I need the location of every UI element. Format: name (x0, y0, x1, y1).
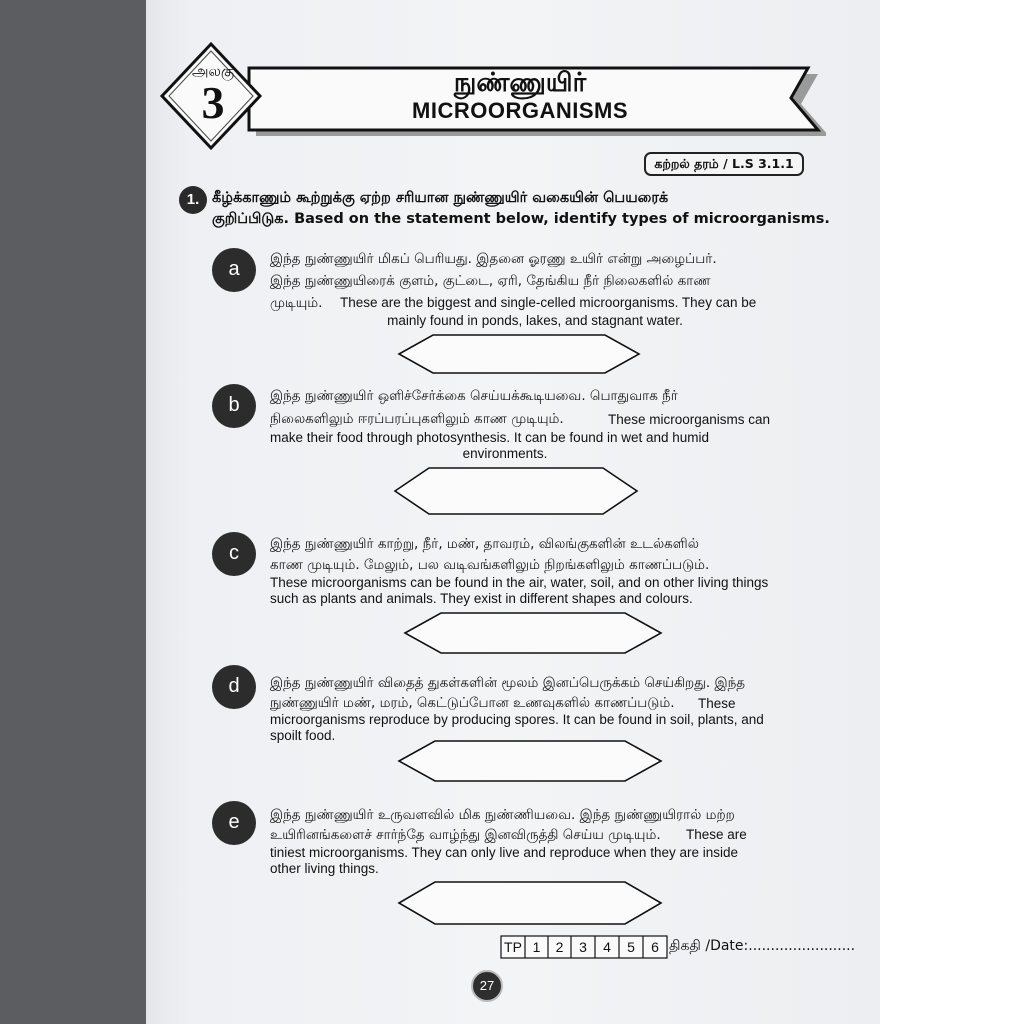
question-line-2: குறிப்பிடுக. Based on the statement below, identify types of microorganisms. (212, 211, 830, 227)
tp-level-4[interactable]: 4 (603, 939, 611, 955)
item-e-english-line-2: tiniest microorganisms. They can only live and reproduce when they are inside (270, 845, 738, 860)
item-b-tamil-line-2: நிலைகளிலும் ஈரப்பரப்புகளிலும் காண முடியும். (270, 411, 564, 427)
date-field[interactable]: திகதி /Date:........................ (669, 938, 856, 954)
item-letter-c: c (212, 532, 256, 576)
item-c-english-line-2: such as plants and animals. They exist in different shapes and colours. (270, 591, 693, 606)
item-b-english-line-1: These microorganisms can (608, 412, 771, 427)
item-letter-e: e (212, 801, 256, 845)
item-d-english-line-1: These (698, 696, 736, 711)
item-a-tamil-line-1: இந்த நுண்ணுயிர் மிகப் பெரியது. இதனை ஓரணு உயிர் என்று அழைப்பர். (270, 251, 717, 267)
tp-level-5[interactable]: 5 (627, 939, 635, 955)
item-a-tamil-line-2: இந்த நுண்ணுயிரைக் குளம், குட்டை, ஏரி, தேங்கிய நீர் நிலைகளில் காண (270, 273, 711, 289)
tp-level-6[interactable]: 6 (651, 939, 659, 955)
item-e-english-line-1: These are (686, 827, 747, 842)
question-number: 1. (179, 186, 207, 214)
item-c-english-line-1: These microorganisms can be found in the air, water, soil, and on other living things (270, 575, 769, 590)
tp-level-2[interactable]: 2 (555, 939, 564, 955)
item-letter-b: b (212, 384, 256, 428)
item-a-english-line-2: mainly found in ponds, lakes, and stagnant water. (387, 313, 683, 328)
tp-level-3[interactable]: 3 (579, 939, 587, 955)
item-a-english-line-1: These are the biggest and single-celled microorganisms. They can be (340, 295, 757, 310)
question-line-1: கீழ்க்காணும் கூற்றுக்கு ஏற்ற சரியான நுண்ணுயிர் வகையின் பெயரைக் (212, 190, 669, 206)
item-d-tamil-line-2: நுண்ணுயிர் மண், மரம், கெட்டுப்போன உணவுகளில் காணப்படும். (270, 695, 675, 711)
item-letter-a: a (212, 248, 256, 292)
item-e-tamil-line-1: இந்த நுண்ணுயிர் உருவளவில் மிக நுண்ணியவை. இந்த நுண்ணுயிரால் மற்ற (270, 807, 735, 823)
unit-label: அலகு (191, 62, 235, 80)
title-english: MICROORGANISMS (412, 98, 628, 123)
item-c-tamil-line-2: காண முடியும். மேலும், பல வடிவங்களிலும் நிறங்களிலும் காணப்படும். (270, 557, 710, 573)
item-b-english-line-2: make their food through photosynthesis. It can be found in wet and humid (270, 430, 710, 445)
answer-box-e[interactable] (397, 880, 663, 926)
item-a-tamil-line-3: முடியும். (270, 295, 323, 311)
answer-box-c[interactable] (403, 611, 663, 655)
item-d-tamil-line-1: இந்த நுண்ணுயிர் விதைத் துகள்களின் மூலம் இனப்பெருக்கம் செய்கிறது. இந்த (270, 675, 746, 691)
learning-standard-badge: கற்றல் தரம் / L.S 3.1.1 (644, 152, 804, 176)
item-letter-d: d (212, 665, 256, 709)
tp-level-1[interactable]: 1 (532, 939, 541, 955)
item-b-tamil-line-1: இந்த நுண்ணுயிர் ஒளிச்சேர்க்கை செய்யக்கூடியவை. பொதுவாக நீர் (270, 388, 678, 404)
unit-number: 3 (201, 77, 225, 128)
background-margin (880, 0, 1024, 1024)
answer-box-b[interactable] (393, 466, 639, 516)
answer-box-d[interactable] (397, 739, 663, 783)
item-e-english-line-3: other living things. (270, 861, 379, 876)
item-c-tamil-line-1: இந்த நுண்ணுயிர் காற்று, நீர், மண், தாவரம், விலங்குகளின் உடல்களில் (270, 536, 699, 552)
item-d-english-line-3: spoilt food. (270, 728, 336, 743)
answer-box-a[interactable] (397, 333, 641, 375)
title-tamil: நுண்ணுயிர் (453, 68, 587, 98)
item-d-english-line-2: microorganisms reproduce by producing spores. It can be found in soil, plants, and (270, 712, 764, 727)
page-number: 27 (471, 970, 503, 1002)
item-e-tamil-line-2: உயிரினங்களைச் சார்ந்தே வாழ்ந்து இனவிருத்தி செய்ய முடியும். (270, 827, 661, 843)
tp-label: TP (504, 939, 522, 955)
question-text (212, 188, 832, 230)
item-b-english-line-3: environments. (462, 446, 548, 461)
